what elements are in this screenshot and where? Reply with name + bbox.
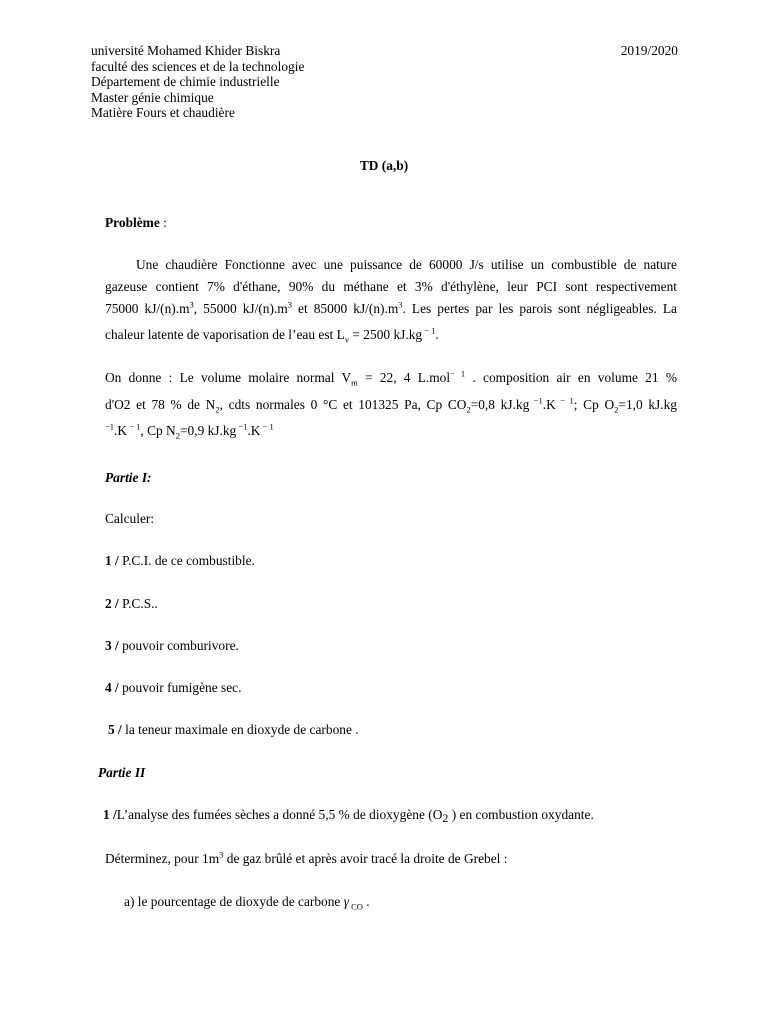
paragraph-2-line-3: $^{-1}$.K $^{- 1}$, Cp $N_2=0,9$ kJ.kg $^{-1}$.K $^{- 1}$ bbox=[105, 421, 274, 441]
header-faculty: faculté des sciences et de la technologie bbox=[91, 59, 305, 74]
header-master: Master génie chimique bbox=[91, 90, 214, 105]
paragraph-1-line-4: chaleur latente de vaporisation de l’eau est $L_v = 2500$ kJ.kg $^{- 1}$. bbox=[105, 325, 439, 345]
partie-1-heading: Partie I: bbox=[105, 470, 152, 485]
calculer-label: Calculer: bbox=[105, 511, 155, 526]
question-1: 1 / P.C.I. de ce combustible. bbox=[105, 553, 255, 568]
paragraph-1-line-3: 75000 $kJ/(n).m^3$, 55000 $kJ/(n).m^3$ et 85000 $kJ/(n).m^3$. Les pertes par les parois sont négligeables. La bbox=[105, 299, 677, 316]
partie-2-question-1: 1 /L’analyse des fumées sèches a donné 5,5 % de dioxygène (O2 ) en combustion oxydante. bbox=[103, 807, 594, 825]
probleme-label: Problème bbox=[105, 215, 160, 230]
sub-question-a: a) le pourcentage de dioxyde de carbone γ $_{CO}$ . bbox=[124, 894, 370, 912]
question-2: 2 / P.C.S.. bbox=[105, 596, 158, 611]
header-subject: Matière Fours et chaudière bbox=[91, 105, 235, 120]
header-university: université Mohamed Khider Biskra bbox=[91, 43, 281, 58]
paragraph-1-line-2: gazeuse contient 7% d'éthane, 90% du méthane et 3% d'éthylène, leur PCI sont respectivement bbox=[105, 279, 677, 294]
paragraph-2-line-2: d'O2 et 78 % de $N_2$, cdts normales 0 °C et 101325 Pa, Cp $CO_2=0,8$ kJ.kg $^{-1}$.K $^{- 1}$; Cp $O_2=1,0$ kJ.kg bbox=[105, 395, 677, 415]
header-department: Département de chimie industrielle bbox=[91, 74, 280, 89]
question-5: 5 / la teneur maximale en dioxyde de carbone . bbox=[108, 722, 359, 737]
determinez-text: Déterminez, pour $1m^3$ de gaz brûlé et après avoir tracé la droite de Grebel : bbox=[105, 849, 508, 866]
paragraph-1-line-1: Une chaudière Fonctionne avec une puissance de 60000 J/s utilise un combustible de nature bbox=[136, 257, 677, 272]
probleme-heading: Problème : bbox=[105, 215, 167, 230]
academic-year: 2019/2020 bbox=[620, 43, 678, 58]
question-3: 3 / pouvoir comburivore. bbox=[105, 638, 239, 653]
partie-2-heading: Partie II bbox=[98, 765, 146, 780]
question-4: 4 / pouvoir fumigène sec. bbox=[105, 680, 242, 695]
paragraph-2-line-1: On donne : Le volume molaire normal $V_m = 22$, 4 L.mol$^{- 1}$ . composition air en volume 21 % bbox=[105, 368, 677, 388]
document-title: TD (a,b) bbox=[359, 158, 409, 173]
